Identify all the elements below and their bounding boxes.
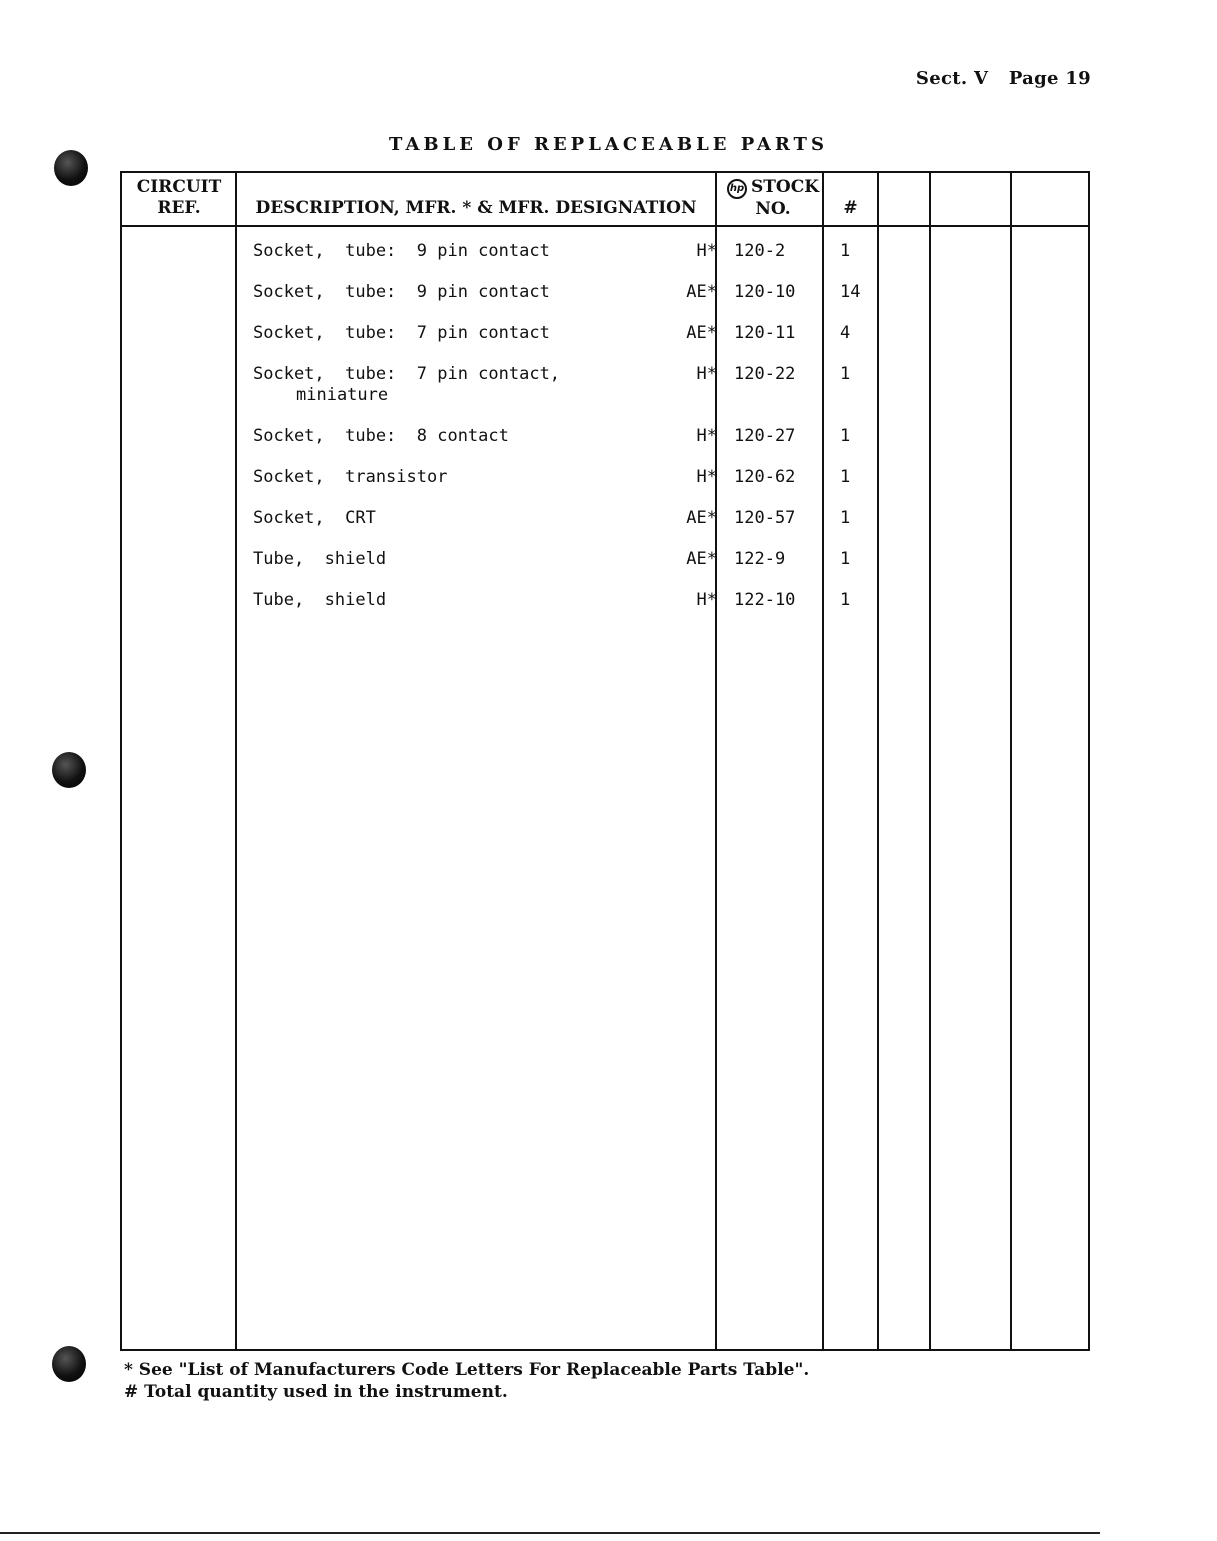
header-circuit-ref-line2: REF. — [157, 198, 201, 218]
row-mfr-code: H* — [696, 364, 717, 384]
row-description: Tube, shield — [253, 590, 387, 610]
row-description-continued: miniature — [296, 385, 389, 405]
row-quantity: 1 — [840, 590, 851, 610]
row-quantity: 1 — [840, 364, 851, 384]
column-divider — [715, 173, 717, 1349]
header-description: DESCRIPTION, MFR. * & MFR. DESIGNATION — [255, 198, 697, 218]
row-stock-no: 120-27 — [734, 426, 796, 446]
row-stock-no: 120-2 — [734, 241, 786, 261]
column-divider — [1010, 173, 1012, 1349]
column-divider — [822, 173, 824, 1349]
hp-logo-icon: hp — [727, 179, 747, 199]
row-description: Socket, tube: 9 pin contact — [253, 282, 550, 302]
column-divider — [235, 173, 237, 1349]
row-quantity: 4 — [840, 323, 851, 343]
row-description: Socket, transistor — [253, 467, 448, 487]
row-description: Socket, CRT — [253, 508, 376, 528]
row-mfr-code: H* — [696, 467, 717, 487]
row-mfr-code: H* — [696, 241, 717, 261]
binder-hole-middle — [52, 752, 86, 788]
row-quantity: 1 — [840, 508, 851, 528]
page-number: Page 19 — [1008, 68, 1091, 89]
table-title: TABLE OF REPLACEABLE PARTS — [389, 134, 828, 155]
row-description: Socket, tube: 7 pin contact — [253, 323, 550, 343]
row-mfr-code: AE* — [686, 508, 717, 528]
row-description: Socket, tube: 8 contact — [253, 426, 509, 446]
row-quantity: 1 — [840, 549, 851, 569]
binder-hole-bottom — [52, 1346, 86, 1382]
row-stock-no: 120-10 — [734, 282, 796, 302]
row-quantity: 1 — [840, 426, 851, 446]
row-stock-no: 120-57 — [734, 508, 796, 528]
row-quantity: 1 — [840, 241, 851, 261]
header-circuit-ref — [124, 177, 234, 219]
header-circuit-ref-line1: CIRCUIT — [136, 177, 222, 197]
row-description: Tube, shield — [253, 549, 387, 569]
header-quantity: # — [843, 198, 858, 218]
page-bottom-edge — [0, 1532, 1100, 1534]
binder-hole-top — [54, 150, 88, 186]
column-divider — [877, 173, 879, 1349]
footnote-total-quantity: # Total quantity used in the instrument. — [124, 1382, 508, 1402]
row-stock-no: 122-10 — [734, 590, 796, 610]
row-mfr-code: AE* — [686, 549, 717, 569]
row-quantity: 14 — [840, 282, 861, 302]
page-header — [916, 68, 1091, 89]
row-mfr-code: H* — [696, 426, 717, 446]
parts-table — [120, 171, 1090, 1351]
row-mfr-code: AE* — [686, 282, 717, 302]
section-label: Sect. V — [915, 68, 989, 89]
footnotes — [124, 1359, 809, 1403]
row-stock-no: 120-22 — [734, 364, 796, 384]
column-divider — [929, 173, 931, 1349]
row-stock-no: 120-11 — [734, 323, 796, 343]
row-mfr-code: AE* — [686, 323, 717, 343]
header-stock-no — [720, 177, 826, 220]
row-stock-no: 120-62 — [734, 467, 796, 487]
row-stock-no: 122-9 — [734, 549, 786, 569]
row-quantity: 1 — [840, 467, 851, 487]
header-stock-line1: STOCK — [750, 177, 820, 197]
row-description: Socket, tube: 9 pin contact — [253, 241, 550, 261]
header-stock-line2: NO. — [755, 199, 791, 219]
header-divider — [122, 225, 1088, 227]
row-description: Socket, tube: 7 pin contact, — [253, 364, 561, 384]
footnote-manufacturer-codes: * See "List of Manufacturers Code Letters For Replaceable Parts Table". — [124, 1360, 810, 1380]
row-mfr-code: H* — [696, 590, 717, 610]
